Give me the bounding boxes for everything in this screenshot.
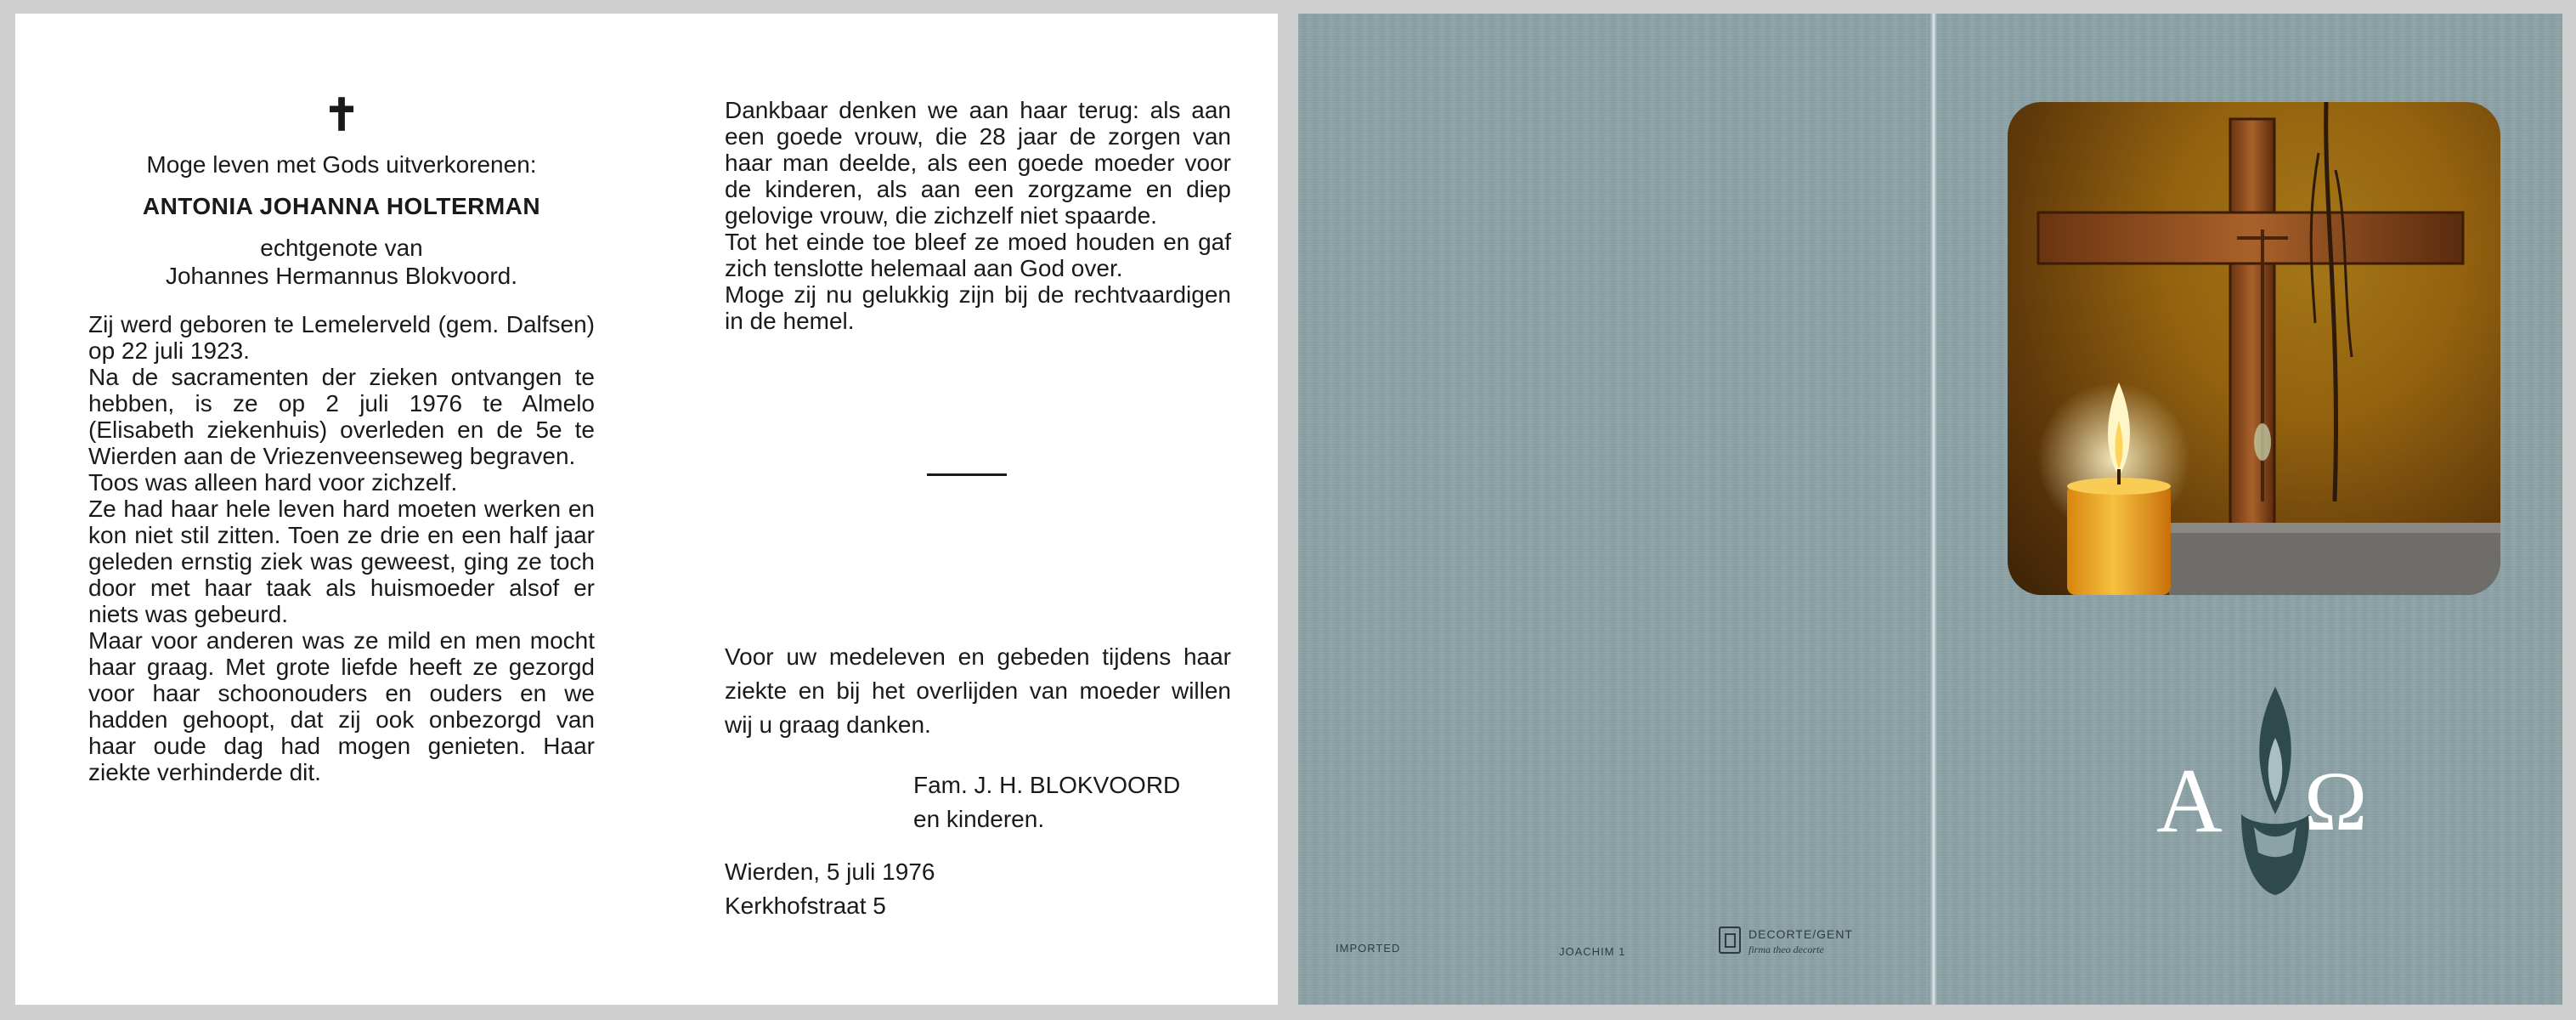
cover-page — [1298, 14, 2562, 1005]
remembrance-paragraph: Dankbaar denken we aan haar terug: als aan een goede vrouw, die 28 jaar de zorgen van haar man deelde, als een goede moeder voor de kinderen, als aan een zorgzame en diep gelovige vrouw, die zichzelf niet spaarde. — [725, 97, 1231, 229]
family-signature — [913, 768, 1253, 836]
bio-paragraph: Toos was alleen hard voor zichzelf. — [88, 469, 458, 496]
remembrance-paragraph: Moge zij nu gelukkig zijn bij de rechtvaardigen in de hemel. — [725, 281, 1231, 334]
address: Kerkhofstraat 5 — [725, 892, 886, 919]
bio-paragraph: Na de sacramenten der zieken ontvangen te hebben, is ze op 2 juli 1976 te Almelo (Elisabeth ziekenhuis) overleden en de 5e te Wierden aan de Vriezenveenseweg begraven. — [88, 364, 595, 469]
deceased-name: ANTONIA JOHANNA HOLTERMAN — [142, 193, 541, 219]
inside-page — [15, 14, 1278, 1005]
spouse-name: Johannes Hermannus Blokvoord. — [165, 263, 517, 289]
divider-rule — [927, 473, 1007, 476]
left-column — [88, 92, 595, 785]
family-name: Fam. J. H. BLOKVOORD — [913, 772, 1181, 798]
candle-cross-photo — [2008, 102, 2500, 595]
thanks-text: Voor uw medeleven en gebeden tijdens haar ziekte en bij het overlijden van moeder willen wij u graag danken. — [725, 643, 1231, 738]
remembrance-paragraph: Tot het einde toe bleef ze moed houden en gaf zich tenslotte helemaal aan God over. — [725, 229, 1231, 281]
fold-line — [1929, 14, 1937, 1005]
spouse-intro: echtgenote van — [260, 235, 423, 261]
imported-mark: IMPORTED — [1336, 942, 1401, 955]
series-mark: JOACHIM 1 — [1559, 945, 1626, 958]
omega-letter: Ω — [2304, 754, 2368, 848]
place-date: Wierden, 5 juli 1976 — [725, 858, 935, 885]
publisher-logo-icon — [1719, 926, 1741, 954]
publisher-name: DECORTE/GENT — [1748, 927, 1853, 941]
bio-paragraph: Zij werd geboren te Lemelerveld (gem. Dalfsen) op 22 juli 1923. — [88, 311, 595, 364]
motto: Moge leven met Gods uitverkorenen: — [146, 151, 537, 178]
alpha-letter: Α — [2156, 751, 2223, 852]
cross-icon: ✝ — [323, 91, 360, 140]
family-sub: en kinderen. — [913, 806, 1045, 832]
candle-cross-illustration — [2008, 102, 2500, 595]
place-and-address — [725, 855, 1150, 923]
bio-paragraph: Ze had haar hele leven hard moeten werken en kon niet stil zitten. Toen ze drie en een half jaar geleden ernstig ziek was geweest, ging ze toch door met haar taak als huismoeder alsof er niets was gebeurd. — [88, 496, 595, 627]
bio-paragraph: Maar voor anderen was ze mild en men mocht haar graag. Met grote liefde heeft ze gezorgd voor haar schoonouders en ouders en we hadden gehoopt, dat zij ook onbezorgd van haar oude dag had mogen genieten. Haar ziekte verhinderde dit. — [88, 627, 595, 785]
right-column — [725, 97, 1231, 334]
publisher-sub: firma theo decorte — [1748, 944, 1824, 955]
